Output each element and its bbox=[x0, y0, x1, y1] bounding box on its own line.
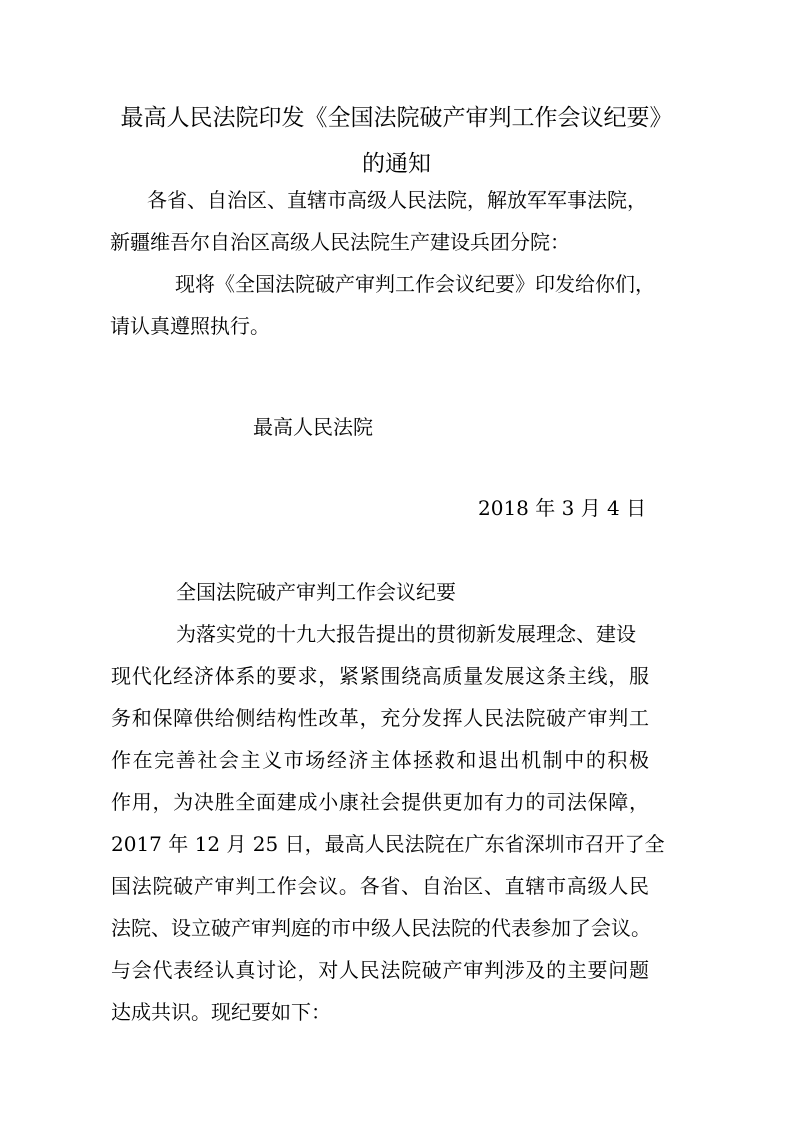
minutes-paragraph-line: 作在完善社会主义市场经济主体拯救和退出机制中的积极 bbox=[111, 748, 649, 772]
minutes-paragraph-line: 为落实党的十九大报告提出的贯彻新发展理念、建设 bbox=[176, 622, 636, 646]
minutes-paragraph-line: 国法院破产审判工作会议。各省、自治区、直辖市高级人民 bbox=[111, 874, 649, 898]
minutes-paragraph-line: 作用，为决胜全面建成小康社会提供更加有力的司法保障， bbox=[111, 790, 649, 814]
addressee-line-1: 各省、自治区、直辖市高级人民法院，解放军军事法院， bbox=[147, 188, 647, 212]
minutes-paragraph-line: 务和保障供给侧结构性改革，充分发挥人民法院破产审判工 bbox=[111, 706, 649, 730]
notice-date: 2018 年 3 月 4 日 bbox=[478, 496, 647, 520]
signature-court-name: 最高人民法院 bbox=[253, 415, 373, 439]
addressee-line-2: 新疆维吾尔自治区高级人民法院生产建设兵团分院： bbox=[110, 230, 570, 254]
notice-body-line-2: 请认真遵照执行。 bbox=[110, 314, 270, 338]
minutes-heading: 全国法院破产审判工作会议纪要 bbox=[176, 580, 456, 604]
notice-body-line-1: 现将《全国法院破产审判工作会议纪要》印发给你们， bbox=[175, 272, 655, 296]
notice-title-line-2: 的通知 bbox=[362, 151, 431, 177]
minutes-paragraph-line: 与会代表经认真讨论，对人民法院破产审判涉及的主要问题 bbox=[111, 958, 649, 982]
minutes-paragraph-line: 现代化经济体系的要求，紧紧围绕高质量发展这条主线，服 bbox=[111, 664, 649, 688]
minutes-paragraph-line: 达成共识。现纪要如下： bbox=[111, 1000, 331, 1024]
minutes-paragraph-line: 法院、设立破产审判庭的市中级人民法院的代表参加了会议。 bbox=[111, 916, 651, 940]
notice-title-line-1: 最高人民法院印发《全国法院破产审判工作会议纪要》 bbox=[120, 105, 673, 131]
minutes-paragraph-line: 2017 年 12 月 25 日，最高人民法院在广东省深圳市召开了全 bbox=[111, 832, 665, 856]
